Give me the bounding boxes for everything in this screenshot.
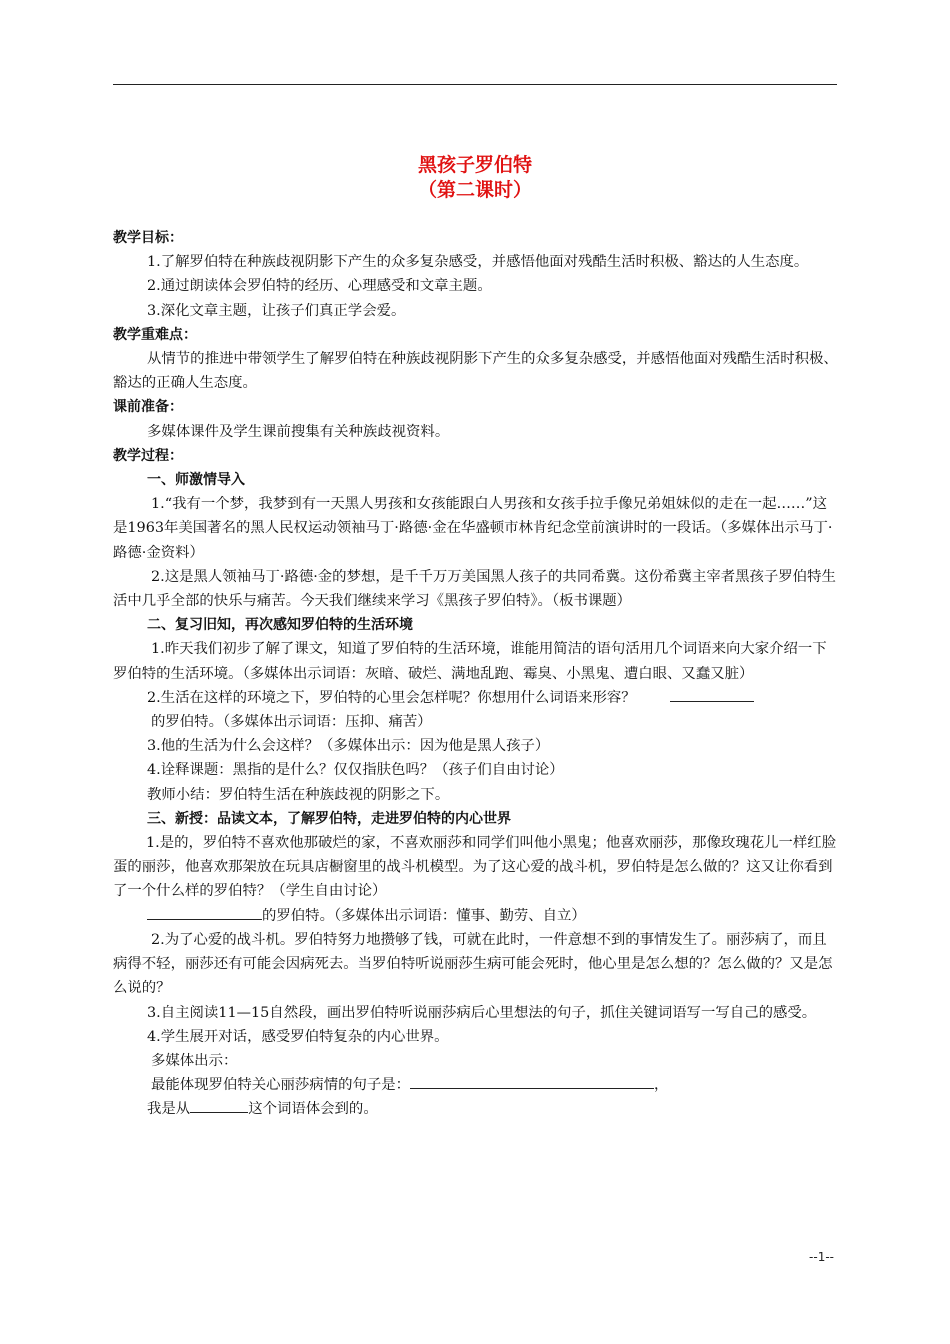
section3-paragraph bbox=[113, 1073, 841, 1097]
doc-subtitle: （第二课时） bbox=[417, 179, 532, 201]
answer-blank bbox=[410, 1074, 654, 1089]
fill-sentence: 我是从 bbox=[147, 1101, 191, 1118]
section3-paragraph: 2.为了心爱的战斗机。罗伯特努力地攒够了钱，可就在此时，一件意想不到的事情发生了。丽莎病了，而且病得不轻，丽莎还有可能会因病死去。当罗伯特听说丽莎生病可能会死时，他心里是怎么想的？怎么做的？又是怎么说的？ bbox=[113, 931, 833, 997]
section2-paragraph: 3.他的生活为什么会这样？（多媒体出示：因为他是黑人孩子） bbox=[147, 738, 550, 755]
section2-question: 2.生活在这样的环境之下，罗伯特的心里会怎样呢？你想用什么词语来形容？ bbox=[147, 689, 636, 706]
keypoints-text: 从情节的推进中带领学生了解罗伯特在种族歧视阴影下产生的众多复杂感受，并感悟他面对残酷生活时积极、豁达的正确人生态度。 bbox=[113, 351, 838, 392]
section3-paragraph: 1.是的，罗伯特不喜欢他那破烂的家，不喜欢丽莎和同学们叫他小黑鬼；他喜欢丽莎，那像玫瑰花儿一样红脸蛋的丽莎，他喜欢那架放在玩具店橱窗里的战斗机模型。为了这心爱的战斗机，罗伯特是怎么做的？这又让你看到了一个什么样的罗伯特？（学生自由讨论） bbox=[113, 835, 837, 900]
keypoints-heading: 教学重难点： bbox=[113, 326, 197, 343]
process-heading: 教学过程： bbox=[113, 447, 183, 464]
section3-heading: 三、新授：品读文本，了解罗伯特，走进罗伯特的内心世界 bbox=[147, 810, 511, 827]
fill-sentence-end: ， bbox=[654, 1077, 669, 1094]
page-number: --1-- bbox=[809, 1250, 834, 1264]
section2-paragraph bbox=[113, 686, 841, 710]
answer-blank bbox=[670, 687, 754, 702]
doc-body bbox=[113, 226, 841, 1122]
goal-item: 1.了解罗伯特在种族歧视阴影下产生的众多复杂感受，并感悟他面对残酷生活时积极、豁达的人生态度。 bbox=[147, 254, 809, 271]
section3-paragraph: 3.自主阅读11—15自然段，画出罗伯特听说丽莎病后心里想法的句子，抓住关键词语写一写自己的感受。 bbox=[147, 1004, 817, 1021]
prep-heading: 课前准备： bbox=[113, 399, 183, 416]
doc-title: 黑孩子罗伯特 bbox=[417, 154, 532, 176]
fill-sentence: 这个词语体会到的。 bbox=[248, 1101, 378, 1118]
section1-heading: 一、师激情导入 bbox=[147, 472, 245, 489]
section3-paragraph bbox=[113, 904, 841, 928]
section1-paragraph: 2.这是黑人领袖马丁·路德·金的梦想，是千千万万美国黑人孩子的共同希冀。这份希冀主宰者黑孩子罗伯特生活中几乎全部的快乐与痛苦。今天我们继续来学习《黑孩子罗伯特》。（板书课题） bbox=[113, 568, 836, 610]
section2-summary: 教师小结：罗伯特生活在种族歧视的阴影之下。 bbox=[147, 786, 450, 803]
section3-media: 多媒体出示： bbox=[151, 1052, 238, 1069]
section2-paragraph: 1.昨天我们初步了解了课文，知道了罗伯特的生活环境，谁能用简洁的语句活用几个词语来向大家介绍一下罗伯特的生活环境。（多媒体出示词语：灰暗、破烂、满地乱跑、霉臭、小黑鬼、遭白眼、又蠢又脏） bbox=[113, 641, 827, 682]
goal-item: 3.深化文章主题，让孩子们真正学会爱。 bbox=[147, 302, 406, 319]
fill-sentence: 最能体现罗伯特关心丽莎病情的句子是： bbox=[151, 1077, 411, 1094]
section2-heading: 二、复习旧知，再次感知罗伯特的生活环境 bbox=[147, 617, 413, 634]
prep-text: 多媒体课件及学生课前搜集有关种族歧视资料。 bbox=[147, 423, 450, 440]
section3-paragraph: 4.学生展开对话，感受罗伯特复杂的内心世界。 bbox=[147, 1028, 449, 1045]
answer-blank bbox=[147, 905, 262, 920]
header-rule bbox=[113, 84, 837, 85]
section3-fill-text: 的罗伯特。（多媒体出示词语：懂事、勤劳、自立） bbox=[262, 907, 586, 924]
goal-item: 2.通过朗读体会罗伯特的经历、心理感受和文章主题。 bbox=[147, 278, 492, 295]
section3-paragraph bbox=[113, 1097, 841, 1121]
section1-paragraph: 1.“我有一个梦，我梦到有一天黑人男孩和女孩能跟白人男孩和女孩手拉手像兄弟姐妹似的走在一起……”这是1963年美国著名的黑人民权运动领袖马丁·路德·金在华盛顿市林肯纪念堂前演讲时的一段话。（多媒体出示马丁·路德·金资料） bbox=[113, 496, 833, 561]
answer-blank bbox=[190, 1098, 248, 1113]
section2-paragraph: 4.诠释课题：黑指的是什么？仅仅指肤色吗？（孩子们自由讨论） bbox=[147, 762, 564, 779]
goals-heading: 教学目标： bbox=[113, 230, 183, 246]
section2-paragraph: 的罗伯特。（多媒体出示词语：压抑、痛苦） bbox=[151, 714, 432, 731]
